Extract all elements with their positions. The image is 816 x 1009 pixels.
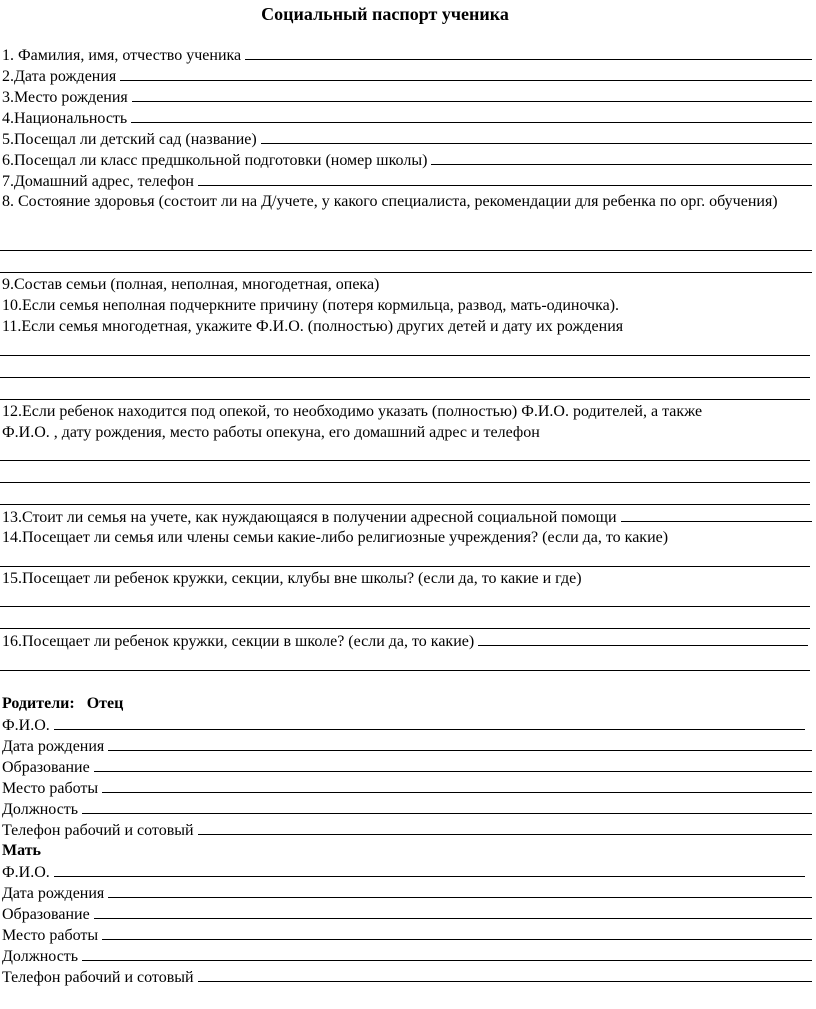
field-label: 6.Посещал ли класс предшкольной подготовки (номер школы) xyxy=(2,152,428,169)
field-label: 3.Место рождения xyxy=(2,89,128,106)
answer-line[interactable] xyxy=(94,904,812,919)
page-title: Социальный паспорт ученика xyxy=(261,4,509,24)
field-label: Ф.И.О. xyxy=(2,717,50,734)
field-label: Телефон рабочий и сотовый xyxy=(2,822,194,839)
answer-line[interactable] xyxy=(0,250,812,251)
answer-line[interactable] xyxy=(0,628,810,629)
answer-line[interactable] xyxy=(478,631,808,646)
answer-line[interactable] xyxy=(132,87,812,102)
field-label: Должность xyxy=(2,948,79,965)
field-clubs-school xyxy=(2,631,808,651)
field-label: Место работы xyxy=(2,927,99,944)
answer-line[interactable] xyxy=(0,377,810,378)
field-label: Образование xyxy=(2,906,90,923)
mother-phone xyxy=(2,967,812,987)
father-work-place xyxy=(2,778,812,798)
mother-fio xyxy=(2,862,805,882)
field-student-name xyxy=(2,45,812,65)
answer-line[interactable] xyxy=(54,715,805,730)
field-label: Должность xyxy=(2,801,79,818)
field-label: Ф.И.О. xyxy=(2,864,50,881)
answer-line[interactable] xyxy=(120,66,812,81)
mother-position xyxy=(2,946,812,966)
mother-work-place xyxy=(2,925,812,945)
answer-line[interactable] xyxy=(102,925,812,940)
field-label: 7.Домашний адрес, телефон xyxy=(2,173,194,190)
answer-line[interactable] xyxy=(82,799,812,814)
field-home-address xyxy=(2,171,812,191)
field-label: 16.Посещает ли ребенок кружки, секции в школе? (если да, то какие) xyxy=(2,633,475,650)
answer-line[interactable] xyxy=(0,399,810,400)
question-religious: 14.Посещает ли семья или члены семьи какие-либо религиозные учреждения? (если да, то какие) xyxy=(2,529,669,546)
answer-line[interactable] xyxy=(621,507,812,522)
answer-line[interactable] xyxy=(0,504,810,505)
mother-heading: Мать xyxy=(2,842,42,859)
answer-line[interactable] xyxy=(245,45,812,60)
field-label: Дата рождения xyxy=(2,738,105,755)
field-social-assistance xyxy=(2,507,812,527)
answer-line[interactable] xyxy=(198,820,812,835)
parents-label: Родители: xyxy=(2,695,75,712)
answer-line[interactable] xyxy=(0,355,810,356)
question-guardianship-cont: Ф.И.О. , дату рождения, место работы опекуна, его домашний адрес и телефон xyxy=(2,424,540,441)
field-label: Дата рождения xyxy=(2,885,105,902)
mother-education xyxy=(2,904,812,924)
field-label: 1. Фамилия, имя, отчество ученика xyxy=(2,47,242,64)
answer-line[interactable] xyxy=(198,171,812,186)
field-kindergarten xyxy=(2,129,812,149)
field-label: Образование xyxy=(2,759,90,776)
father-label: Отец xyxy=(86,695,124,712)
father-fio xyxy=(2,715,805,735)
answer-line[interactable] xyxy=(108,883,812,898)
answer-line[interactable] xyxy=(0,606,810,607)
field-nationality xyxy=(2,108,812,128)
field-label: 13.Стоит ли семья на учете, как нуждающаяся в получении адресной социальной помощи xyxy=(2,509,617,526)
answer-line[interactable] xyxy=(0,460,810,461)
answer-line[interactable] xyxy=(0,670,810,671)
answer-line[interactable] xyxy=(0,482,810,483)
answer-line[interactable] xyxy=(82,946,812,961)
field-birth-date xyxy=(2,66,812,86)
answer-line[interactable] xyxy=(0,272,812,273)
answer-line[interactable] xyxy=(131,108,812,123)
answer-line[interactable] xyxy=(261,129,812,144)
father-phone xyxy=(2,820,812,840)
father-position xyxy=(2,799,812,819)
father-birth-date xyxy=(2,736,812,756)
father-education xyxy=(2,757,812,777)
field-label: 2.Дата рождения xyxy=(2,68,117,85)
field-label: 5.Посещал ли детский сад (название) xyxy=(2,131,257,148)
field-label: 4.Национальность xyxy=(2,110,128,127)
question-large-family: 11.Если семья многодетная, укажите Ф.И.О. (полностью) других детей и дату их рождения xyxy=(2,318,624,335)
question-family-composition: 9.Состав семьи (полная, неполная, многодетная, опека) xyxy=(2,276,380,293)
question-incomplete-family: 10.Если семья неполная подчеркните причину (потеря кормильца, развод, мать-одиночка). xyxy=(2,297,620,314)
field-label: Телефон рабочий и сотовый xyxy=(2,969,194,986)
parents-heading xyxy=(2,694,812,714)
answer-line[interactable] xyxy=(94,757,812,772)
answer-line[interactable] xyxy=(0,566,810,567)
question-health: 8. Состояние здоровья (состоит ли на Д/учете, у какого специалиста, рекомендации для ребенка по орг. обучения) xyxy=(2,193,778,210)
mother-birth-date xyxy=(2,883,812,903)
answer-line[interactable] xyxy=(198,967,812,982)
field-label: Место работы xyxy=(2,780,99,797)
field-preschool-class xyxy=(2,150,812,170)
answer-line[interactable] xyxy=(431,150,812,165)
field-birth-place xyxy=(2,87,812,107)
question-clubs-outside: 15.Посещает ли ребенок кружки, секции, клубы вне школы? (если да, то какие и где) xyxy=(2,570,582,587)
answer-line[interactable] xyxy=(54,862,805,877)
answer-line[interactable] xyxy=(102,778,812,793)
question-guardianship: 12.Если ребенок находится под опекой, то необходимо указать (полностью) Ф.И.О. родителей, а также xyxy=(2,403,703,420)
answer-line[interactable] xyxy=(108,736,812,751)
